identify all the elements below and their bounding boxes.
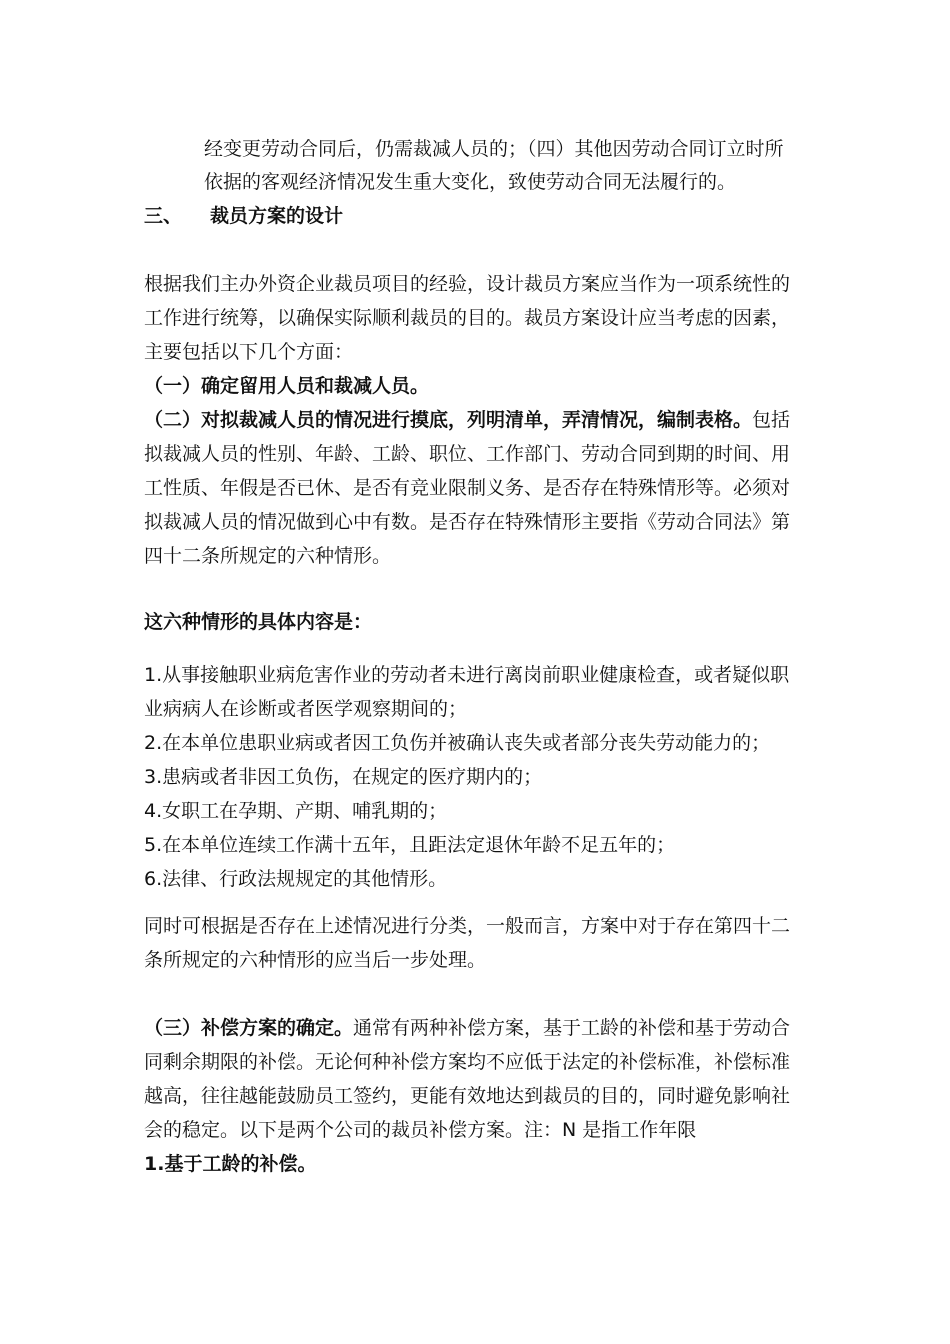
six-item-line: 5.在本单位连续工作满十五年，且距法定退休年龄不足五年的； <box>144 834 676 856</box>
six-item-line: 4.女职工在孕期、产期、哺乳期的； <box>144 800 448 822</box>
six-situations-heading: 这六种情形的具体内容是： <box>144 611 373 633</box>
item1-heading: （一）确定留用人员和裁减人员。 <box>144 375 430 397</box>
section-number: 三、 <box>144 205 183 227</box>
six-item-line: 业病病人在诊断或者医学观察期间的； <box>144 698 468 720</box>
item2-bold: （二）对拟裁减人员的情况进行摸底，列明清单，弄清情况，编制表格。 <box>144 409 753 431</box>
item2-rest: 包括 <box>752 409 791 431</box>
item3-first-line <box>144 1012 790 1045</box>
six-item-line: 3.患病或者非因工负伤，在规定的医疗期内的； <box>144 766 543 788</box>
six-item-line: 1.从事接触职业病危害作业的劳动者未进行离岗前职业健康检查，或者疑似职 <box>144 664 790 686</box>
item2-line-2: 拟裁减人员的性别、年龄、工龄、职位、工作部门、劳动合同到期的时间、用 <box>144 443 791 465</box>
para2-line-1: 同时可根据是否存在上述情况进行分类，一般而言，方案中对于存在第四十二 <box>144 915 791 937</box>
section-title: 裁员方案的设计 <box>210 205 344 227</box>
item3-line-3: 越高，往往越能鼓励员工签约，更能有效地达到裁员的目的，同时避免影响社 <box>144 1085 791 1107</box>
para2-line-2: 条所规定的六种情形的应当后一步处理。 <box>144 949 487 971</box>
six-item-line: 6.法律、行政法规规定的其他情形。 <box>144 868 448 890</box>
item2-line-4: 拟裁减人员的情况做到心中有数。是否存在特殊情形主要指《劳动合同法》第 <box>144 511 791 533</box>
para1-line-1: 根据我们主办外资企业裁员项目的经验，设计裁员方案应当作为一项系统性的 <box>144 273 791 295</box>
intro-continuation-line-1: 经变更劳动合同后，仍需裁减人员的；（四）其他因劳动合同订立时所 <box>204 138 784 160</box>
item2-line-3: 工性质、年假是否已休、是否有竞业限制义务、是否存在特殊情形等。必须对 <box>144 477 791 499</box>
item3-line-4: 会的稳定。以下是两个公司的裁员补偿方案。注：N 是指工作年限 <box>144 1119 697 1141</box>
para1-line-3: 主要包括以下几个方面： <box>144 341 354 363</box>
item3-line-2: 同剩余期限的补偿。无论何种补偿方案均不应低于法定的补偿标准，补偿标准 <box>144 1051 791 1073</box>
item3-bold: （三）补偿方案的确定。 <box>144 1017 354 1039</box>
item2-line-5: 四十二条所规定的六种情形。 <box>144 545 392 567</box>
sub-heading-seniority-compensation: 1.基于工龄的补偿。 <box>144 1153 317 1175</box>
item3-rest: 通常有两种补偿方案，基于工龄的补偿和基于劳动合 <box>353 1017 791 1039</box>
item2-first-line <box>144 404 790 437</box>
intro-continuation-line-2: 依据的客观经济情况发生重大变化，致使劳动合同无法履行的。 <box>204 171 737 193</box>
para1-line-2: 工作进行统筹，以确保实际顺利裁员的目的。裁员方案设计应当考虑的因素， <box>144 307 791 329</box>
six-item-line: 2.在本单位患职业病或者因工负伤并被确认丧失或者部分丧失劳动能力的； <box>144 732 771 754</box>
